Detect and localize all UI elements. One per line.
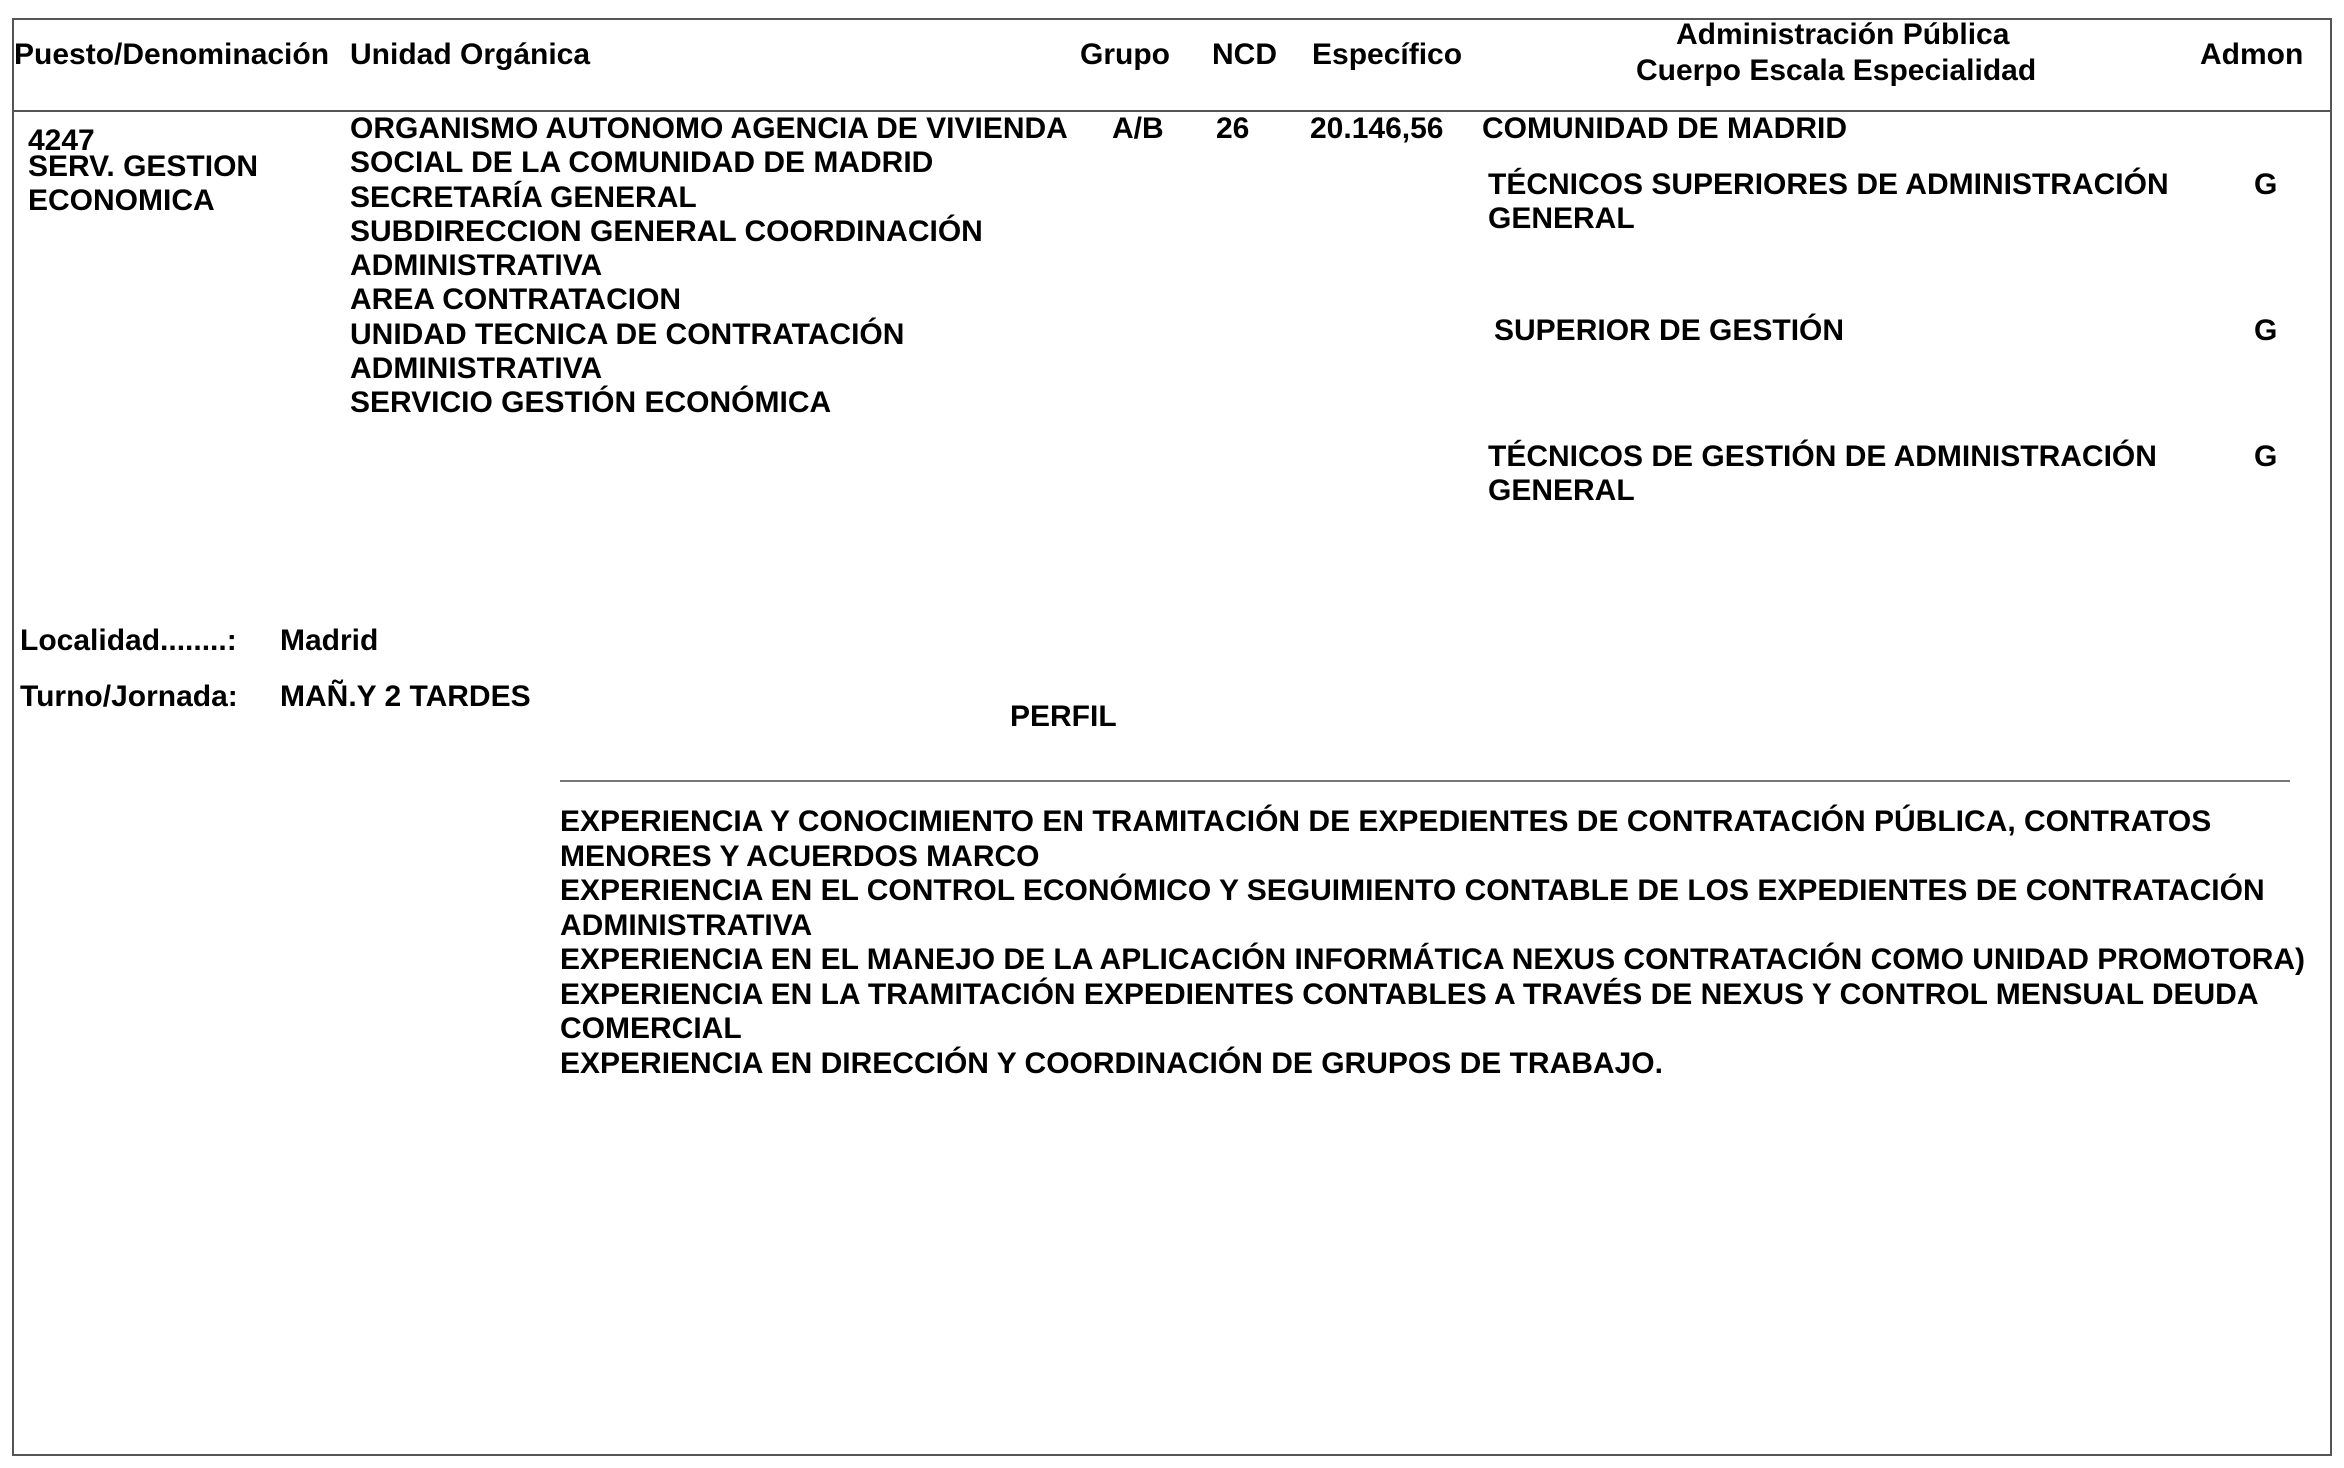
unidad-line: ADMINISTRATIVA	[350, 249, 603, 283]
ncd-value: 26	[1216, 112, 1250, 145]
unidad-line: UNIDAD TECNICA DE CONTRATACIÓN	[350, 317, 905, 351]
localidad-label: Localidad........:	[20, 624, 237, 657]
header-puesto: Puesto/Denominación	[14, 38, 330, 71]
unidad-line: AREA CONTRATACION	[350, 283, 682, 317]
perfil-line: EXPERIENCIA EN LA TRAMITACIÓN EXPEDIENTES CONTABLES A TRAVÉS DE NEXUS Y CONTROL MENSUAL DEUDA	[560, 977, 2259, 1011]
unidad-line: SUBDIRECCION GENERAL COORDINACIÓN	[350, 214, 983, 248]
perfil-line: EXPERIENCIA EN EL MANEJO DE LA APLICACIÓN INFORMÁTICA NEXUS CONTRATACIÓN COMO UNIDAD PROMOTORA)	[560, 943, 2306, 976]
perfil-line: MENORES Y ACUERDOS MARCO	[560, 839, 1040, 873]
header-grupo: Grupo	[1080, 38, 1170, 71]
puesto-code: 4247	[28, 124, 95, 157]
cuerpo-entry	[1488, 168, 2169, 236]
header-admin-publica: Administración Pública	[1676, 18, 2010, 51]
localidad-value: Madrid	[280, 624, 379, 657]
turno-value: MAÑ.Y 2 TARDES	[280, 680, 531, 713]
perfil-line: EXPERIENCIA EN EL CONTROL ECONÓMICO Y SEGUIMIENTO CONTABLE DE LOS EXPEDIENTES DE CONTRATACIÓN	[560, 874, 2265, 907]
unidad-line: SERVICIO GESTIÓN ECONÓMICA	[350, 386, 832, 420]
denominacion-line: ECONOMICA	[28, 184, 215, 217]
perfil-line: ADMINISTRATIVA	[560, 908, 813, 942]
header-admon: Admon	[2200, 38, 2304, 71]
cuerpo-admon: G	[2254, 440, 2278, 473]
cuerpo-admon: G	[2254, 168, 2278, 201]
unidad-line: SOCIAL DE LA COMUNIDAD DE MADRID	[350, 146, 934, 180]
perfil-line: EXPERIENCIA EN DIRECCIÓN Y COORDINACIÓN DE GRUPOS DE TRABAJO.	[560, 1046, 1663, 1080]
perfil-title: PERFIL	[1010, 700, 1117, 733]
header-cuerpo-escala: Cuerpo Escala Especialidad	[1636, 54, 2037, 87]
header-unidad: Unidad Orgánica	[350, 38, 591, 71]
cuerpo-line: SUPERIOR DE GESTIÓN	[1494, 314, 1845, 347]
especifico-value: 20.146,56	[1310, 112, 1444, 145]
perfil-line: COMERCIAL	[560, 1012, 742, 1045]
cuerpo-line: TÉCNICOS SUPERIORES DE ADMINISTRACIÓN	[1488, 168, 2169, 201]
turno-label: Turno/Jornada:	[20, 680, 238, 713]
perfil-line: EXPERIENCIA Y CONOCIMIENTO EN TRAMITACIÓN DE EXPEDIENTES DE CONTRATACIÓN PÚBLICA, CONTRATOS	[560, 805, 2212, 838]
cuerpo-admon: G	[2254, 314, 2278, 347]
header-ncd: NCD	[1212, 38, 1277, 71]
cuerpo-line: GENERAL	[1488, 474, 1635, 507]
denominacion-line: SERV. GESTION	[28, 150, 259, 183]
cuerpo-entry	[1488, 440, 2157, 508]
grupo-value: A/B	[1112, 112, 1164, 145]
cuerpo-entry	[1494, 314, 1844, 348]
cuerpo-line: GENERAL	[1488, 202, 1635, 235]
unidad-line: ADMINISTRATIVA	[350, 352, 603, 386]
administracion-value: COMUNIDAD DE MADRID	[1482, 112, 1847, 145]
unidad-line: SECRETARÍA GENERAL	[350, 180, 697, 214]
header-especifico: Específico	[1312, 38, 1463, 71]
perfil-divider	[560, 780, 2290, 782]
unidad-line: ORGANISMO AUTONOMO AGENCIA DE VIVIENDA	[350, 112, 1068, 145]
cuerpo-line: TÉCNICOS DE GESTIÓN DE ADMINISTRACIÓN	[1488, 440, 2157, 473]
unidad-organica	[350, 112, 1068, 421]
puesto-denominacion	[28, 150, 258, 218]
perfil-text	[560, 805, 2305, 1081]
